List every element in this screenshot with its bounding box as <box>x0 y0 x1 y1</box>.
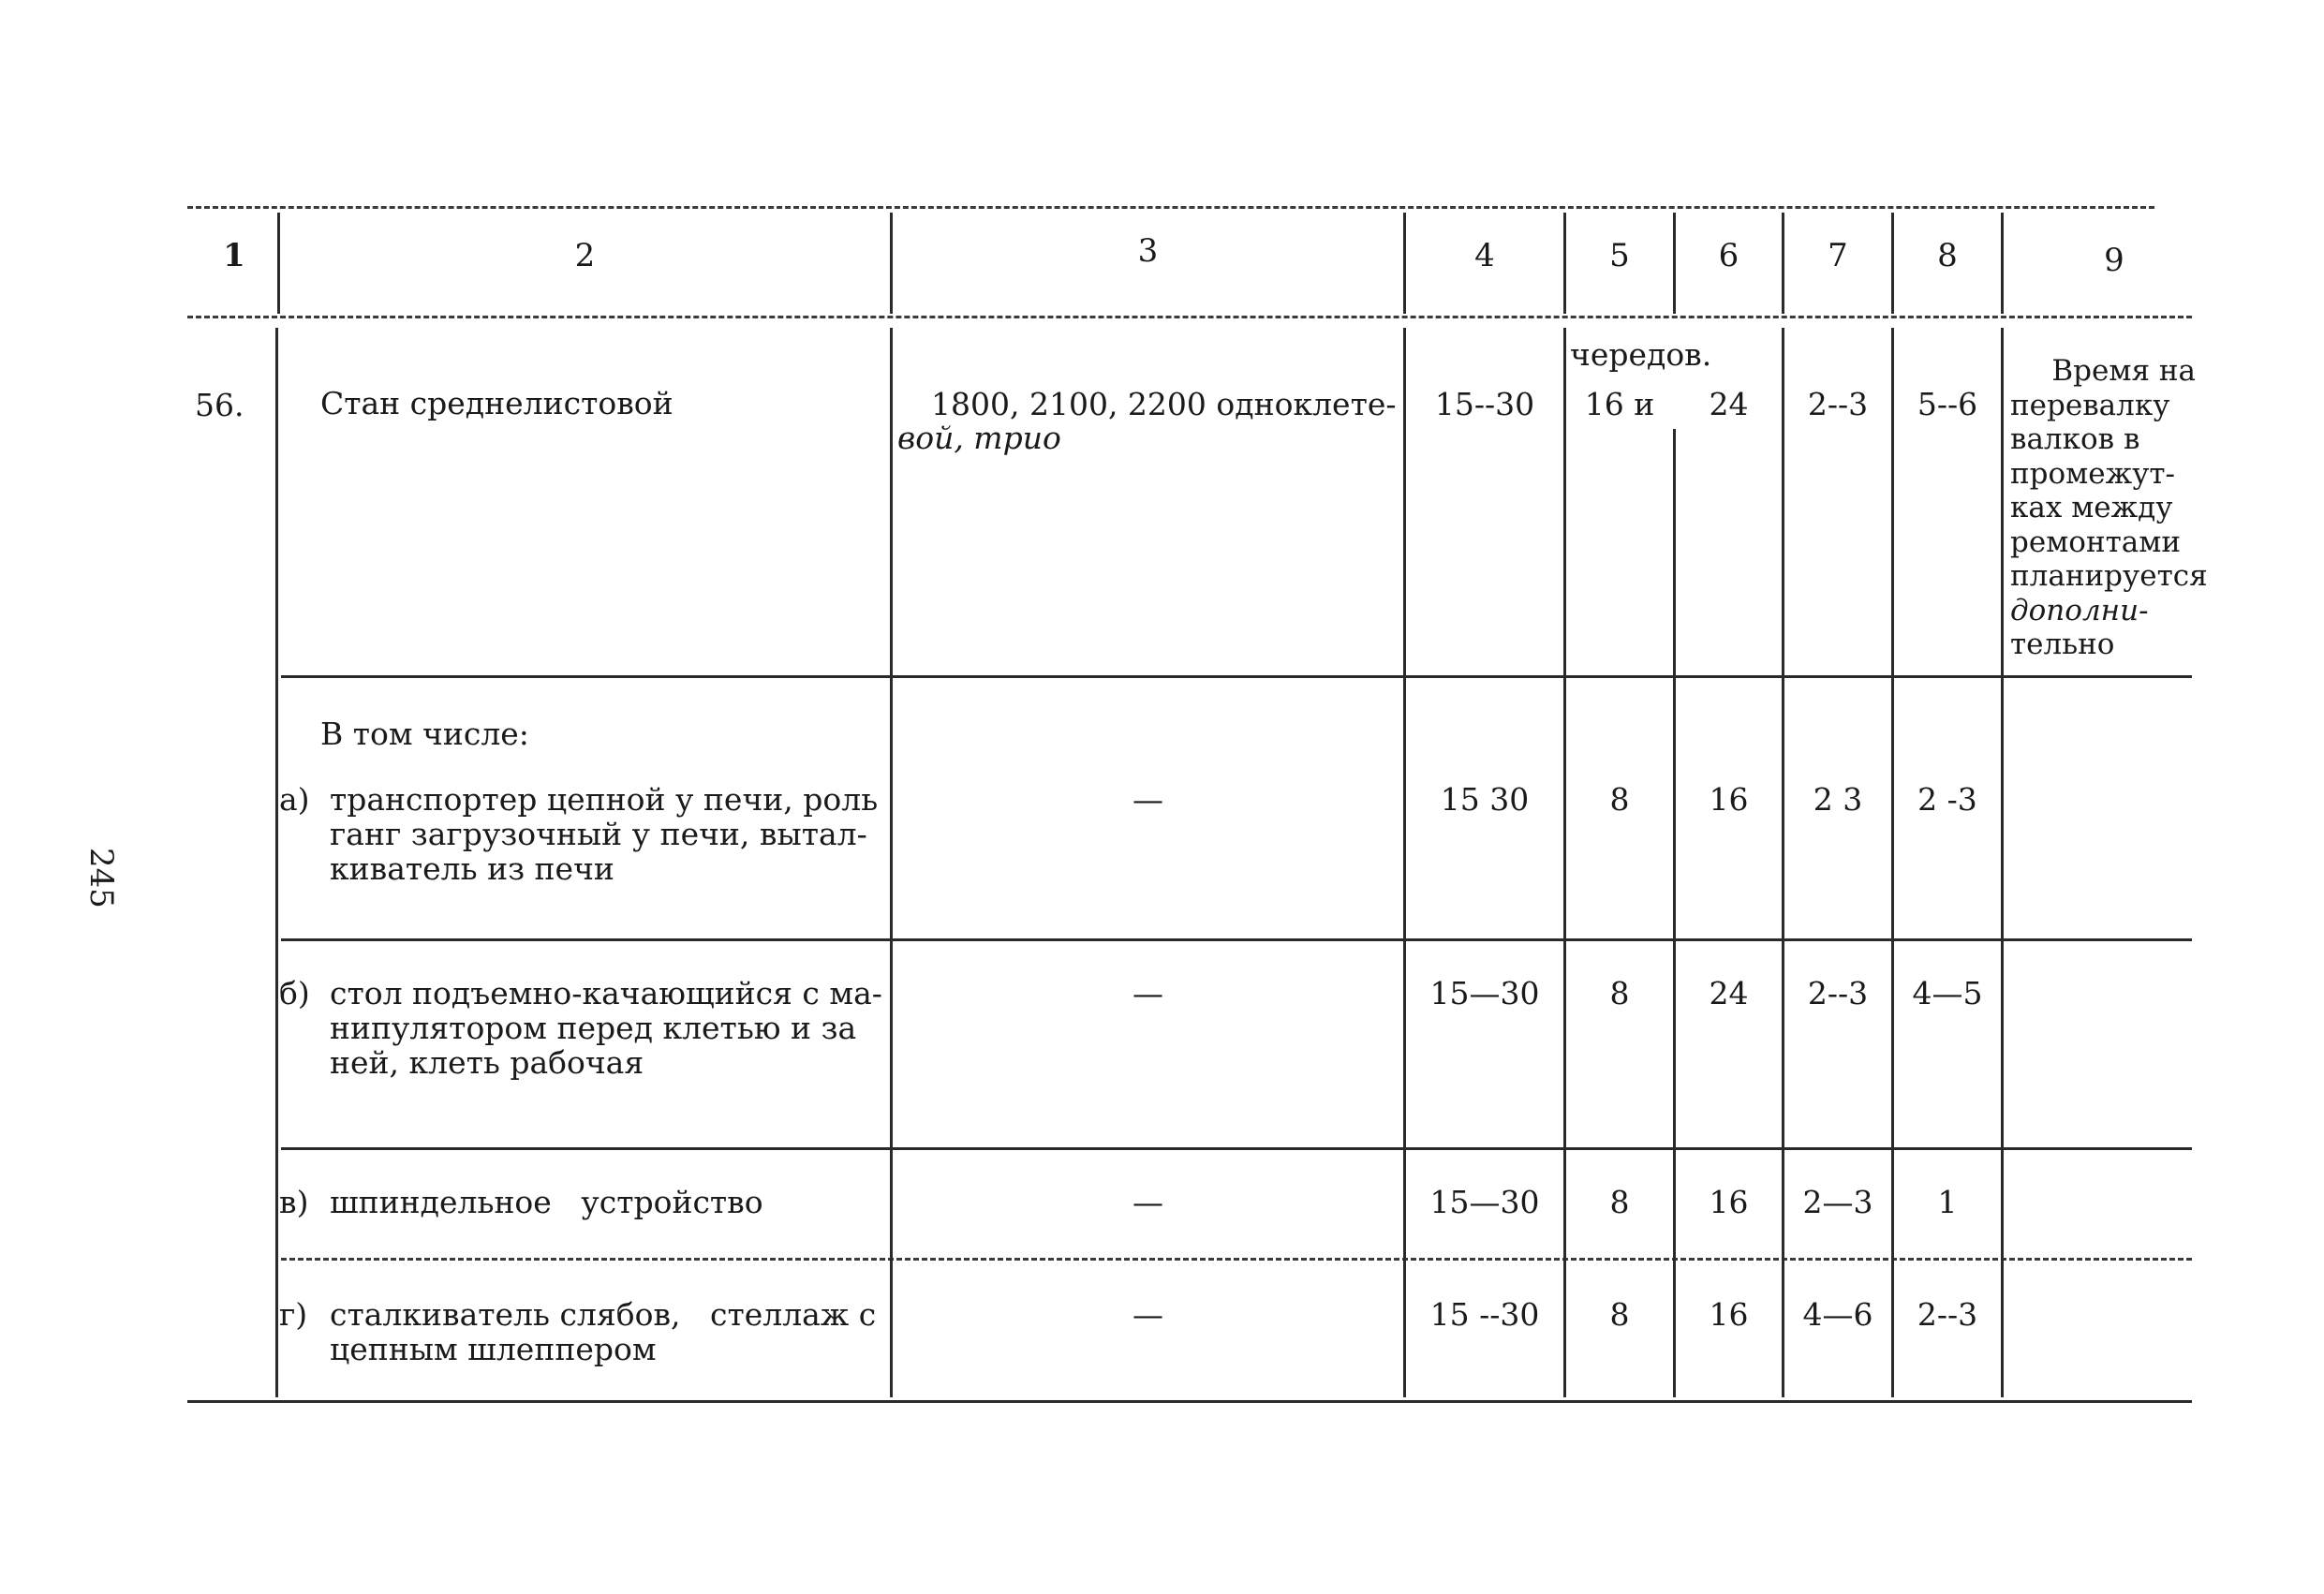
body-col5-divider <box>1673 429 1676 1397</box>
row-c-col8: 1 <box>1937 1184 1958 1220</box>
row-d-marker: г) <box>279 1296 308 1333</box>
row-c-col4: 15—30 <box>1429 1184 1540 1220</box>
body-col7-divider <box>1891 328 1894 1397</box>
row56-col7: 2--3 <box>1807 386 1869 422</box>
row-a-marker: а) <box>279 781 310 818</box>
header-col-5: 5 <box>1609 237 1630 274</box>
body-col1-divider <box>275 328 278 1397</box>
header-col-6: 6 <box>1718 237 1739 274</box>
row-d-col6: 16 <box>1709 1296 1749 1333</box>
row56-col5-top: чередов. <box>1570 336 1712 373</box>
row-d-col5: 8 <box>1609 1296 1630 1333</box>
row-a-description <box>330 782 882 886</box>
row-a-col8: 2 -3 <box>1917 781 1977 818</box>
row56-bottom-rule <box>281 675 2192 678</box>
row-a-col7: 2 3 <box>1813 781 1863 818</box>
row-a-col4: 15 30 <box>1440 781 1530 818</box>
row-a-col5: 8 <box>1609 781 1630 818</box>
row-c-marker: в) <box>279 1184 309 1220</box>
row56-col9-line: Время на <box>2051 354 2196 388</box>
row56-col6: 24 <box>1709 386 1749 422</box>
row-d-col4: 15 --30 <box>1429 1296 1540 1333</box>
row-a-line: ганг загрузочный у печи, вытал- <box>330 816 867 852</box>
row-d-line: сталкиватель слябов, стеллаж с <box>330 1296 877 1333</box>
row-a-bottom-rule <box>281 938 2192 941</box>
row-b-col8: 4—5 <box>1912 975 1983 1011</box>
row56-col9-line: ремонтами <box>2010 524 2182 559</box>
row56-name: Стан среднелистовой <box>320 385 674 421</box>
row-c-col7: 2—3 <box>1802 1184 1873 1220</box>
row-b-line: ней, клеть рабочая <box>330 1044 644 1081</box>
row-b-col3: — <box>1132 975 1163 1011</box>
body-col8-divider <box>2001 328 2004 1397</box>
row-d-col3: — <box>1132 1296 1163 1333</box>
row-b-marker: б) <box>279 975 310 1011</box>
row56-col4: 15--30 <box>1434 386 1535 422</box>
row-d-description <box>330 1297 882 1366</box>
row-b-line: нипулятором перед клетью и за <box>330 1010 857 1046</box>
row-d-col7: 4—6 <box>1802 1296 1873 1333</box>
row56-number: 56. <box>195 387 244 423</box>
row56-col9-line: дополни- <box>2010 593 2149 627</box>
header-col-4: 4 <box>1474 237 1495 274</box>
row56-col9-line: перевалку <box>2010 388 2170 422</box>
row-b-col6: 24 <box>1709 975 1749 1011</box>
row-b-col4: 15—30 <box>1429 975 1540 1011</box>
row56-col3-line1: 1800, 2100, 2200 одноклете- <box>931 386 1397 422</box>
page-number: 245 <box>82 848 120 908</box>
row-b-description <box>330 976 882 1080</box>
row-c-description: шпиндельное устройство <box>330 1184 763 1220</box>
row56-col8: 5--6 <box>1917 386 1978 422</box>
row-b-bottom-rule <box>281 1147 2192 1150</box>
row-d-line: цепным шлеппером <box>330 1331 657 1367</box>
row56-col9-note <box>2010 354 2208 662</box>
row56-col3-line2: вой, трио <box>897 420 1061 456</box>
row-c-col3: — <box>1132 1184 1163 1220</box>
row-b-col7: 2--3 <box>1807 975 1869 1011</box>
header-col-9: 9 <box>2104 242 2124 279</box>
row-b-col5: 8 <box>1609 975 1630 1011</box>
header-col-8: 8 <box>1937 237 1958 274</box>
body-col6-divider <box>1782 328 1784 1397</box>
row56-col9-line: планируется <box>2010 559 2208 593</box>
header-col-7: 7 <box>1828 237 1848 274</box>
row-c-col5: 8 <box>1609 1184 1630 1220</box>
row56-col9-line: промежут- <box>2010 456 2176 491</box>
row-d-col8: 2--3 <box>1917 1296 1978 1333</box>
row-a-col3: — <box>1132 781 1163 818</box>
header-col-2: 2 <box>574 237 596 274</box>
sub-intro: В том числе: <box>320 716 529 752</box>
row56-col9-line: валков в <box>2010 422 2140 456</box>
header-bottom-rule <box>187 316 2192 318</box>
row-c-col6: 16 <box>1709 1184 1749 1220</box>
row-c-bottom-rule <box>281 1258 2192 1261</box>
row56-col9-line: тельно <box>2010 627 2115 661</box>
body-col2-divider <box>890 328 893 1397</box>
row56-col9-line: ках между <box>2010 491 2173 524</box>
header-col-1: 1 <box>223 237 245 274</box>
row-b-line: стол подъемно-качающийся с ма- <box>330 975 882 1011</box>
row56-col5: 16 и <box>1584 386 1655 422</box>
body-col4-divider <box>1563 328 1566 1397</box>
table-top-rule <box>187 206 2154 209</box>
row-a-line: транспортер цепной у печи, роль <box>330 781 879 818</box>
header-col-3: 3 <box>1137 232 1159 270</box>
row-a-line: киватель из печи <box>330 850 614 887</box>
row-a-col6: 16 <box>1709 781 1749 818</box>
body-col3-divider <box>1403 328 1406 1397</box>
table-bottom-rule <box>187 1400 2192 1403</box>
